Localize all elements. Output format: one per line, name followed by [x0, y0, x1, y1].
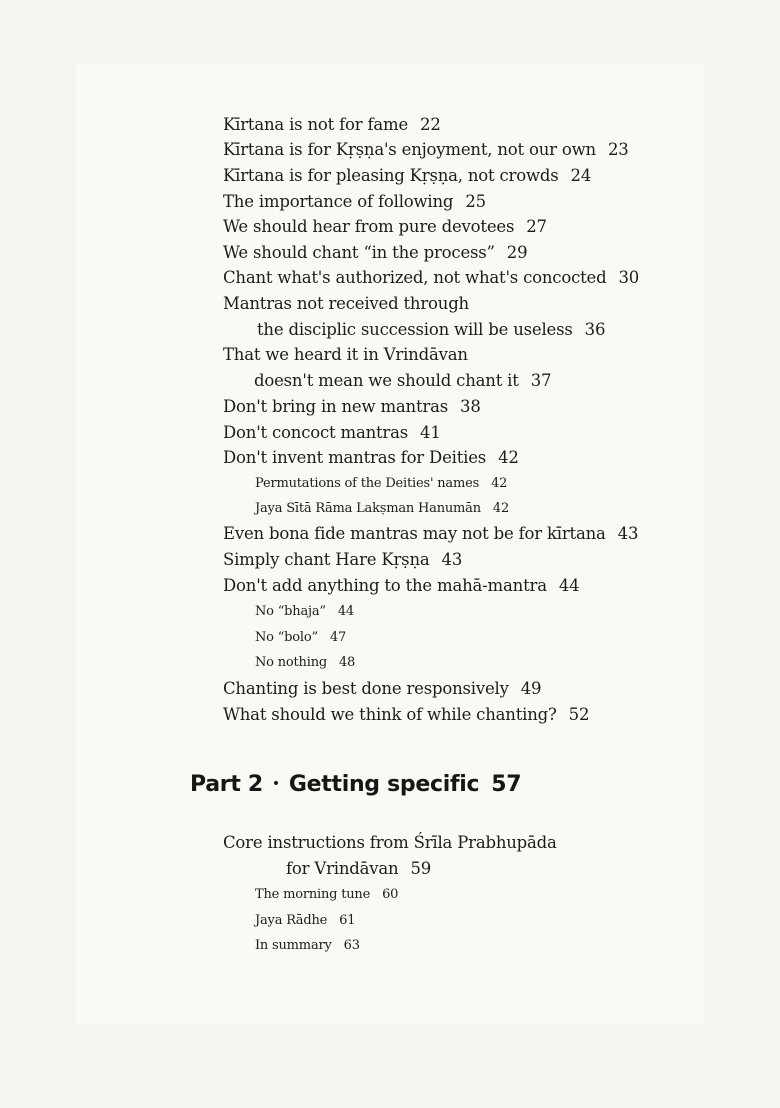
toc-entry[interactable]: That we heard it in Vrindāvan: [223, 345, 468, 364]
page-number: 37: [530, 371, 552, 390]
page-number: 42: [491, 476, 508, 491]
page-number: 27: [526, 217, 547, 236]
part-page-number: 57: [491, 772, 522, 797]
page-number: 22: [420, 115, 441, 134]
toc-entry-continuation[interactable]: the disciplic succession will be useless 36: [257, 320, 606, 339]
page-number: 44: [558, 576, 580, 595]
toc-entry[interactable]: Kīrtana is not for fame 22: [223, 115, 441, 134]
toc-subentry[interactable]: No “bolo” 47: [255, 630, 347, 645]
toc-subentry[interactable]: In summary 63: [255, 938, 360, 953]
toc-entry[interactable]: Don't concoct mantras 41: [223, 423, 441, 442]
page-number: 60: [382, 887, 399, 902]
page-number: 48: [338, 655, 356, 670]
page-number: 63: [343, 938, 360, 953]
page-number: 44: [337, 604, 355, 619]
page-number: 43: [441, 550, 463, 569]
toc-entry[interactable]: What should we think of while chanting? 52: [223, 705, 590, 724]
page-number: 43: [617, 524, 639, 543]
toc-subentry[interactable]: Jaya Rādhe 61: [255, 913, 356, 928]
toc-entry[interactable]: We should hear from pure devotees 27: [223, 217, 547, 236]
page-number: 42: [492, 501, 510, 516]
page-number: 36: [584, 320, 606, 339]
part-title: Getting specific: [288, 772, 480, 797]
toc-entry[interactable]: Don't bring in new mantras 38: [223, 397, 481, 416]
toc-subentry[interactable]: The morning tune 60: [255, 887, 399, 902]
toc-entry[interactable]: Even bona fide mantras may not be for kīrtana 43: [223, 524, 639, 543]
toc-entry[interactable]: Don't invent mantras for Deities 42: [223, 448, 519, 467]
page-number: 29: [506, 243, 528, 262]
page-number: 42: [498, 448, 519, 467]
toc-entry[interactable]: Chanting is best done responsively 49: [223, 679, 542, 698]
toc-entry[interactable]: Don't add anything to the mahā-mantra 44: [223, 576, 580, 595]
page-number: 41: [420, 423, 441, 442]
page-number: 52: [568, 705, 590, 724]
page-number: 59: [410, 859, 432, 878]
toc-entry[interactable]: Chant what's authorized, not what's concocted 30: [223, 268, 640, 287]
toc-entry[interactable]: The importance of following 25: [223, 192, 486, 211]
toc-subentry[interactable]: No nothing 48: [255, 655, 356, 670]
toc-entry[interactable]: Simply chant Hare Kṛṣṇa 43: [223, 550, 463, 569]
toc-entry[interactable]: We should chant “in the process” 29: [223, 243, 528, 262]
toc-entry[interactable]: Kīrtana is for pleasing Kṛṣṇa, not crowds 24: [223, 166, 592, 185]
toc-subentry[interactable]: No “bhaja” 44: [255, 604, 355, 619]
page-number: 49: [520, 679, 542, 698]
toc-entry[interactable]: Core instructions from Śrīla Prabhupāda: [223, 833, 557, 852]
toc-entry[interactable]: Kīrtana is for Kṛṣṇa's enjoyment, not our own 23: [223, 140, 629, 159]
toc-subentry[interactable]: Permutations of the Deities' names 42: [255, 476, 508, 491]
toc-entry[interactable]: Mantras not received through: [223, 294, 469, 313]
toc-entry-continuation[interactable]: doesn't mean we should chant it 37: [254, 371, 552, 390]
toc-subentry[interactable]: Jaya Sītā Rāma Lakṣman Hanumān 42: [255, 501, 510, 516]
part-label: Part 2: [190, 772, 263, 797]
page-number: 23: [607, 140, 629, 159]
toc-entry-continuation[interactable]: for Vrindāvan 59: [286, 859, 432, 878]
page-number: 30: [618, 268, 640, 287]
page-number: 38: [460, 397, 481, 416]
page-number: 24: [570, 166, 592, 185]
part-heading[interactable]: [190, 772, 521, 797]
page-number: 25: [465, 192, 486, 211]
page-number: 47: [329, 630, 347, 645]
page-number: 61: [339, 913, 356, 928]
bullet-separator: •: [271, 776, 280, 792]
